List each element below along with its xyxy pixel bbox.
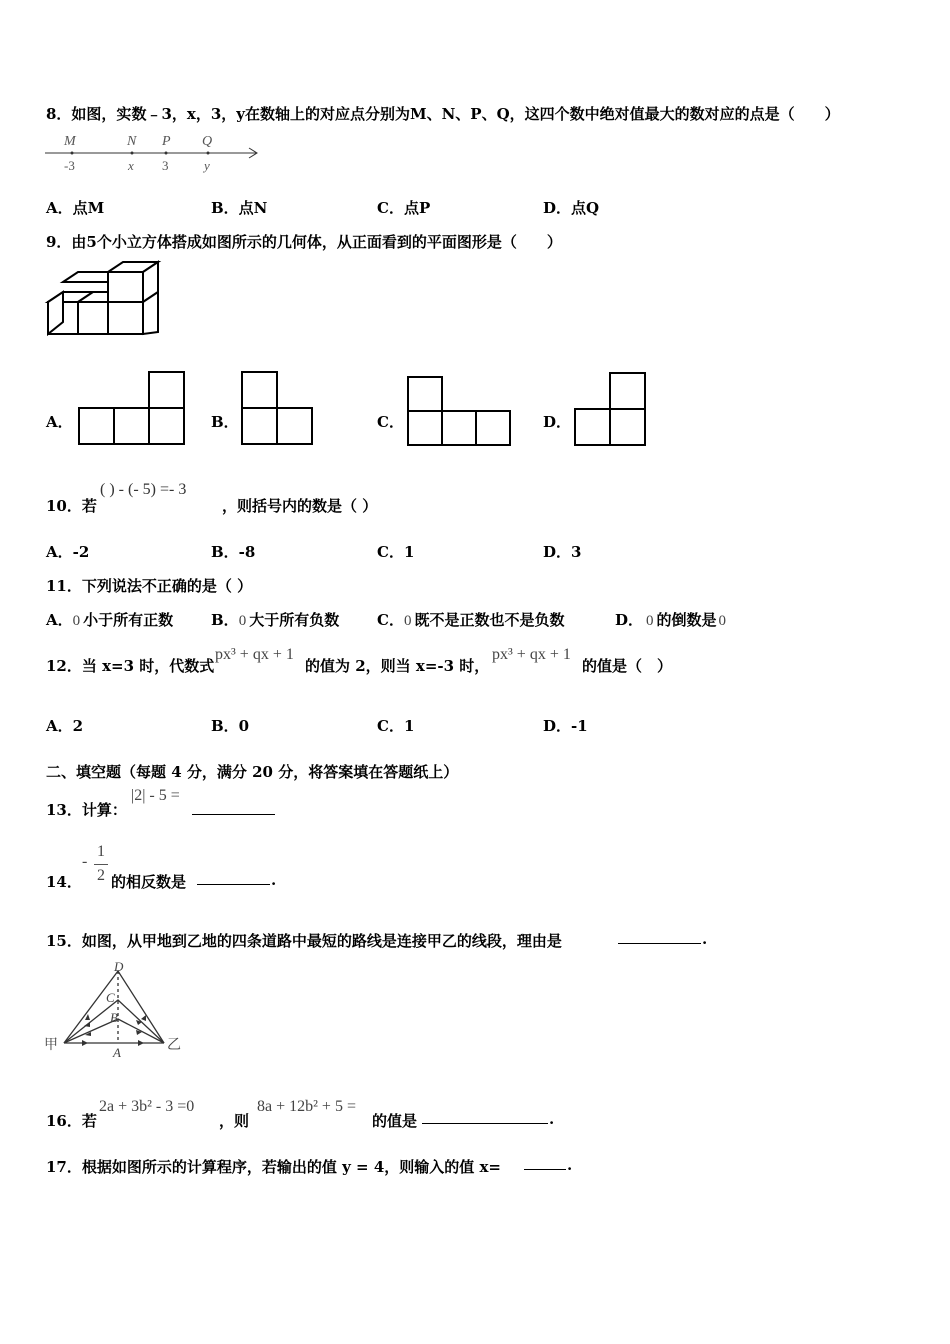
q10-expression: ( ) - (- 5) =- 3 [100,481,187,498]
q11-option-c-label: C． [377,611,404,629]
q9-option-c[interactable]: C． [377,413,404,431]
axis-value-p: 3 [162,158,169,173]
q13-prefix: 13．计算： [46,801,127,819]
q14-text: 的相反数是 [111,873,187,891]
q8-option-a[interactable]: A．点M [46,199,105,217]
q17-end: . [567,1156,573,1174]
q11-option-d-label: D． [615,611,644,629]
axis-label-m: M [64,134,76,149]
q10-option-c[interactable]: C．1 [377,543,415,561]
q12-option-d[interactable]: D．-1 [543,717,588,735]
q11-option-b[interactable] [211,609,339,630]
q16-expression-1: 2a + 3b² - 3 =0 [99,1098,195,1115]
q10-option-b[interactable]: B．-8 [211,543,256,561]
q15-label-a: A [113,1045,121,1060]
q15-label-c: C [106,990,115,1005]
q8-stem: 8．如图，实数﹣3，x，3，y在数轴上的对应点分别为M、N、P、Q，这四个数中绝对值最大的数对应的点是（ ） [46,105,840,123]
q12-option-a[interactable]: A．2 [46,717,84,735]
q14-fraction-denominator: 2 [97,867,105,884]
q16-mid: ，则 [219,1112,250,1130]
q14-end: . [271,871,277,889]
axis-value-n: x [128,158,134,173]
q15-answer-blank[interactable] [618,929,701,944]
q8-option-d[interactable]: D．点Q [543,199,600,217]
section-2-heading: 二、填空题（每题 4 分，满分 20 分，将答案填在答题纸上） [46,763,459,781]
q13-expression: |2| - 5 = [131,787,180,804]
q10-option-a[interactable]: A．-2 [46,543,90,561]
q11-option-b-zero: 0 [238,613,247,629]
q15-text: 15．如图，从甲地到乙地的四条道路中最短的路线是连接甲乙的线段，理由是 [46,932,562,950]
q11-option-d-text: 的倒数是 [656,611,717,629]
q14-answer-blank[interactable] [197,870,270,885]
q11-option-d-tail: 0 [718,613,727,629]
q12-part2: 的值为 2，则当 x=-3 时， [305,657,490,675]
q11-option-c-text: 既不是正数也不是负数 [414,611,565,629]
q11-option-c-zero: 0 [403,613,412,629]
q10-option-d[interactable]: D．3 [543,543,582,561]
q11-option-a-label: A． [46,611,73,629]
q15-end: . [702,930,708,948]
q12-expression-2: px³ + qx + 1 [492,646,571,663]
q12-part3: 的值是（ ） [582,657,673,675]
q9-option-b-figure [241,371,315,447]
q8-option-b[interactable]: B．点N [211,199,268,217]
q12-part1: 12．当 x=3 时，代数式 [46,657,215,675]
axis-label-q: Q [202,134,213,149]
q17-text: 17．根据如图所示的计算程序，若输出的值 y = 4，则输入的值 x= [46,1158,501,1176]
q11-option-b-text: 大于所有负数 [249,611,340,629]
q16-end: . [549,1110,555,1128]
q11-option-a-text: 小于所有正数 [83,611,174,629]
axis-value-m: -3 [64,158,75,173]
q10-prefix: 10．若 [46,497,97,515]
q16-answer-blank[interactable] [422,1109,548,1124]
q11-option-b-label: B． [211,611,239,629]
q11-option-c[interactable] [377,609,564,630]
axis-label-p: P [162,134,171,149]
q15-route-diagram [44,959,194,1062]
q16-suffix: 的值是 [372,1112,418,1130]
q9-cube-figure [46,260,166,340]
q14-fraction-numerator: 1 [97,843,105,860]
q8-option-c[interactable]: C．点P [377,199,431,217]
q15-label-b: B [110,1010,118,1025]
q9-option-b[interactable]: B． [211,413,239,431]
q14-number: 14． [46,873,82,891]
q12-option-c[interactable]: C．1 [377,717,415,735]
q15-label-yi: 乙 [167,1038,181,1053]
q15-label-d: D [114,959,124,974]
q11-option-a-zero: 0 [72,613,81,629]
q11-option-d-zero: 0 [646,613,654,629]
q11-stem: 11．下列说法不正确的是（ ） [46,577,253,595]
q13-answer-blank[interactable] [192,800,275,815]
q9-option-a[interactable]: A． [46,413,73,431]
q16-prefix: 16．若 [46,1112,97,1130]
q9-option-d-figure [574,372,648,448]
q9-option-c-figure [407,376,513,448]
q9-option-d[interactable]: D． [543,413,572,431]
q16-expression-2: 8a + 12b² + 5 = [257,1098,356,1115]
q10-suffix: ，则括号内的数是（ ） [222,497,378,515]
q14-fraction-bar [94,864,108,865]
q8-number-line [42,130,272,180]
q15-label-jia: 甲 [44,1038,58,1053]
q11-option-a[interactable] [46,609,173,630]
q9-option-a-figure [78,371,188,447]
axis-label-n: N [127,134,137,149]
q11-option-d[interactable] [615,609,726,630]
axis-value-q: y [204,158,210,173]
q12-expression-1: px³ + qx + 1 [215,646,294,663]
q17-answer-blank[interactable] [524,1155,566,1170]
q9-stem: 9．由5个小立方体搭成如图所示的几何体，从正面看到的平面图形是（ ） [46,233,562,251]
q14-minus-sign: - [82,853,88,870]
q12-option-b[interactable]: B．0 [211,717,250,735]
